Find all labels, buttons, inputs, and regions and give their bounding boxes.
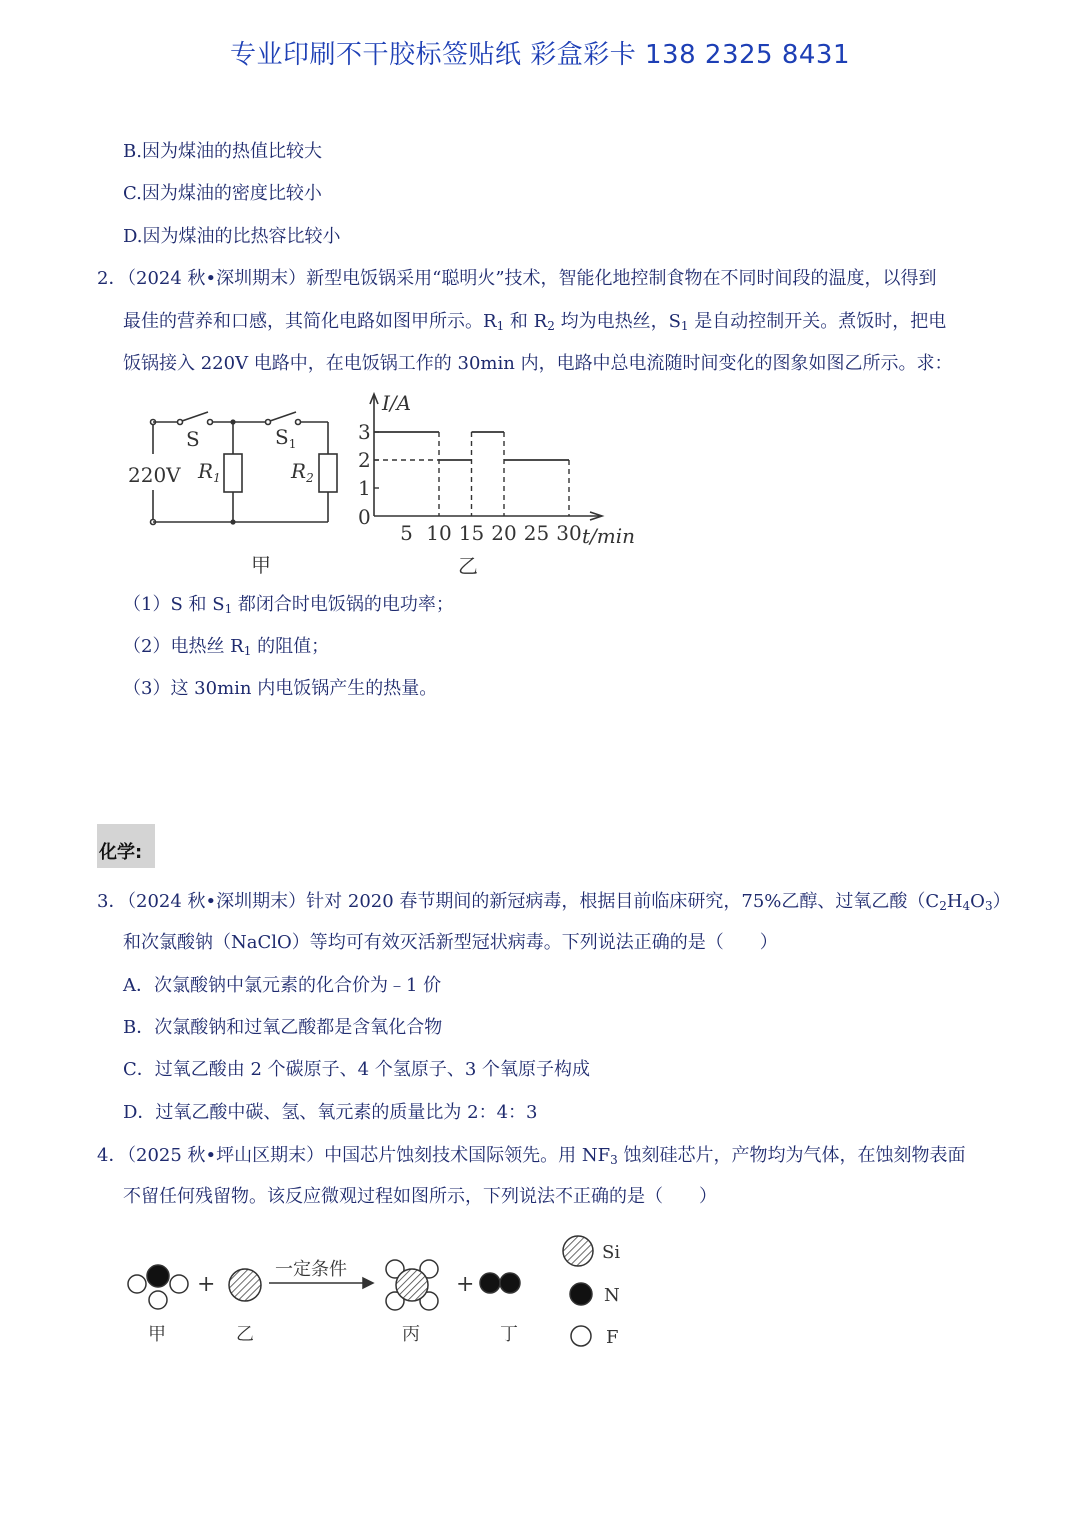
r1-label: $R_1$: [198, 459, 221, 485]
q3-option-a: A．次氯酸钠中氯元素的化合价为﹣1 价: [123, 975, 442, 996]
r2-label: $R_2$: [291, 459, 314, 485]
q1-option-b: B.因为煤油的热值比较大: [123, 141, 322, 162]
q2-line-3: 饭锅接入 220V 电路中，在电饭锅工作的 30min 内，电路中总电流随时间变化的图象如图乙所示。求：: [123, 353, 953, 374]
legend-f-icon: [571, 1326, 591, 1346]
atom-si: [229, 1269, 261, 1301]
switch-s-label: S: [186, 427, 200, 451]
q2-subquestion-1: （1）S 和 $S_1$ 都闭合时电饭锅的电功率；: [123, 594, 454, 616]
graph-caption: 乙: [458, 554, 478, 578]
y-tick-label: 2: [358, 448, 371, 472]
graph-y-label: I/A: [382, 391, 412, 415]
q4-line-2: 不留任何残留物。该反应微观过程如图所示，下列说法不正确的是（ ）: [123, 1186, 717, 1207]
q2-subquestion-2: （2）电热丝 $R_1$ 的阻值；: [123, 636, 330, 658]
molecule-sif4: [386, 1260, 438, 1310]
q4-line-1: （2025 秋•坪山区期末）中国芯片蚀刻技术国际领先。用 $NF_3$ 蚀刻硅芯片，产物均为气体，在蚀刻物表面: [118, 1145, 966, 1167]
x-tick-label: 5: [400, 521, 413, 545]
section-label: 化学:: [99, 842, 143, 863]
legend-n-icon: [570, 1283, 592, 1305]
molecule-nf3: [128, 1265, 188, 1309]
x-tick-label: 30: [556, 521, 582, 545]
circuit-diagram: [120, 390, 350, 585]
plus-sign-2: +: [456, 1272, 475, 1297]
legend-n-label: N: [604, 1285, 620, 1306]
label-jia: 甲: [148, 1324, 166, 1345]
switch-s1-label: $S_1$: [275, 425, 297, 451]
reaction-diagram: [115, 1225, 645, 1355]
label-ding: 丁: [500, 1324, 518, 1345]
plus-sign-1: +: [197, 1272, 216, 1297]
label-bing: 丙: [402, 1324, 420, 1345]
voltage-label: 220V: [128, 463, 181, 487]
legend-si-label: Si: [602, 1242, 621, 1263]
circuit-caption: 甲: [251, 553, 271, 577]
q3-option-c: C．过氧乙酸由 2 个碳原子、4 个氢原子、3 个氧原子构成: [123, 1059, 591, 1080]
x-tick-label: 10: [426, 521, 452, 545]
y-tick-label: 1: [358, 476, 371, 500]
q3-line-2: 和次氯酸钠（NaClO）等均可有效灭活新型冠状病毒。下列说法正确的是（ ）: [123, 932, 778, 953]
q3-option-d: D．过氧乙酸中碳、氢、氧元素的质量比为 2：4：3: [123, 1102, 538, 1123]
q2-line-2: 最佳的营养和口感，其简化电路如图甲所示。$R_1$ 和 $R_2$ 均为电热丝，$S_1$ 是自动控制开关。煮饭时，把电: [123, 311, 947, 333]
x-tick-label: 20: [491, 521, 517, 545]
graph-x-label: t/min: [582, 524, 636, 548]
x-tick-label: 25: [523, 521, 550, 545]
q2-line-1: （2024 秋•深圳期末）新型电饭锅采用“聪明火”技术，智能化地控制食物在不同时间段的温度，以得到: [118, 268, 937, 289]
q1-option-c: C.因为煤油的密度比较小: [123, 183, 322, 204]
current-time-graph: [350, 388, 650, 588]
legend-si-icon: [563, 1236, 593, 1266]
q3-number: 3．: [97, 891, 127, 912]
q2-subquestion-3: （3）这 30min 内电饭锅产生的热量。: [123, 678, 438, 699]
legend-f-label: F: [606, 1327, 619, 1348]
y-tick-label: 3: [358, 420, 371, 444]
reaction-condition: 一定条件: [275, 1259, 347, 1280]
section-chemistry-tag: [97, 824, 155, 868]
q4-number: 4．: [97, 1145, 127, 1166]
molecule-n2: [480, 1273, 520, 1293]
label-yi: 乙: [236, 1324, 254, 1345]
q3-line-1: （2024 秋•深圳期末）针对 2020 春节期间的新冠病毒，根据目前临床研究，75%乙醇、过氧乙酸$(C_2H_4O_3)$: [118, 891, 1011, 913]
graph-origin-label: 0: [358, 505, 371, 529]
header-title: 专业印刷不干胶标签贴纸 彩盒彩卡 138 2325 8431: [229, 40, 851, 70]
x-tick-label: 15: [458, 521, 485, 545]
q2-number: 2．: [97, 268, 127, 289]
q1-option-d: D.因为煤油的比热容比较小: [123, 226, 341, 247]
q3-option-b: B．次氯酸钠和过氧乙酸都是含氧化合物: [123, 1017, 443, 1038]
